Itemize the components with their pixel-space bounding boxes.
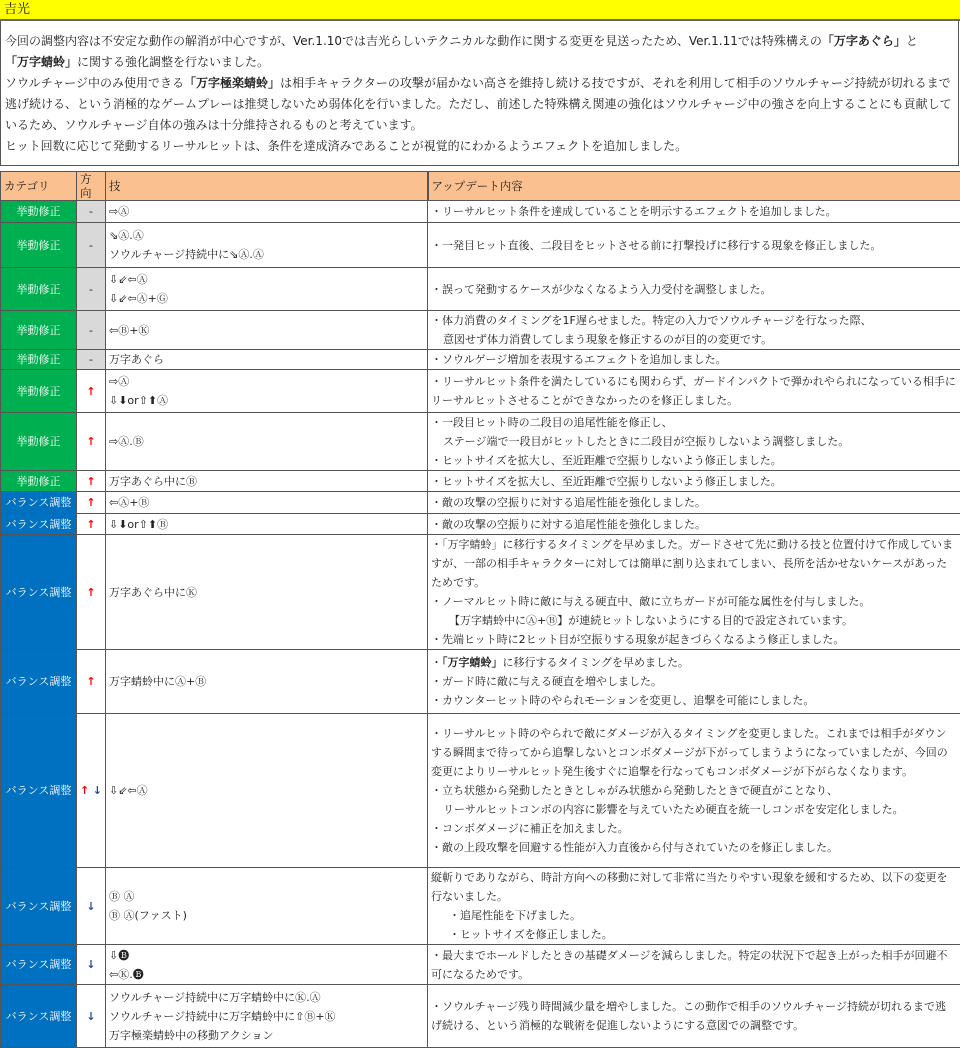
- move-name-manji-agura: 「万字あぐら」: [822, 34, 906, 48]
- move-cell: 万字あぐら中にⓀ: [106, 535, 428, 650]
- move-cell: ⇩⇙⇦Ⓐ ⇩⇙⇦Ⓐ+Ⓖ: [106, 268, 428, 311]
- category-cell: 挙動修正: [1, 201, 77, 223]
- intro-paragraph-3: ヒット回数に応じて発動するリーサルヒットは、条件を達成済みであることが視覚的にわかるようエフェクトを追加しました。: [5, 136, 955, 157]
- update-cell: ・敵の攻撃の空振りに対する追尾性能を強化しました。: [428, 514, 960, 535]
- up-arrow-icon: ↑: [86, 435, 95, 448]
- update-cell: ・一段目ヒット時の二段目の追尾性能を修正し、 ステージ端で一段目がヒットしたときに二段目が空振りしないよう調整しました。 ・ヒットサイズを拡大し、至近距離で空振りしないよう修正しました。: [428, 413, 960, 471]
- update-cell: 縦斬りでありながら、時計方向への移動に対して非常に当たりやすい現象を緩和するため、以下の変更を行ないました。 ・追尾性能を下げました。 ・ヒットサイズを修正しました。: [428, 868, 960, 945]
- update-cell: ・誤って発動するケースが少なくなるよう入力受付を調整しました。: [428, 268, 960, 311]
- down-arrow-icon: ↓: [86, 1010, 95, 1023]
- table-row: [1, 650, 960, 714]
- up-arrow-icon: ↑: [86, 385, 95, 398]
- table-row: [1, 413, 960, 471]
- move-cell: ソウルチャージ持続中に万字蜻蛉中にⓀ.Ⓐ ソウルチャージ持続中に万字蜻蛉中に⇧Ⓑ+Ⓚ 万字極楽蜻蛉中の移動アクション: [106, 985, 428, 1048]
- table-row: [1, 985, 960, 1048]
- character-title: 吉光: [0, 0, 960, 21]
- update-cell: ・一発目ヒット直後、二段目をヒットさせる前に打撃投げに移行する現象を修正しました。: [428, 223, 960, 268]
- category-cell: 挙動修正: [1, 413, 77, 471]
- table-row: [1, 201, 960, 223]
- direction-cell: [77, 370, 106, 413]
- intro-paragraph-2: ソウルチャージ中のみ使用できる「万字極楽蜻蛉」は相手キャラクターの攻撃が届かない高さを維持し続ける技ですが、それを利用して相手のソウルチャージ持続が切れるまで逃げ続ける、という消極的なゲームプレーは推奨しないため弱体化を行いました。ただし、前述した特殊構え関連の強化はソウルチャージ中の強さを向上することにも貢献しているため、ソウルチャージ自体の強みは十分維持されるものと考えています。: [5, 73, 955, 136]
- update-cell: ・敵の攻撃の空振りに対する追尾性能を強化しました。: [428, 492, 960, 514]
- category-cell: 挙動修正: [1, 471, 77, 492]
- category-cell: バランス調整: [1, 650, 77, 714]
- down-arrow-icon: ↓: [93, 784, 102, 797]
- move-cell: ⇩⇙⇦Ⓐ: [106, 714, 428, 868]
- move-cell: 万字蜻蛉中にⒶ+Ⓑ: [106, 650, 428, 714]
- table-row: [1, 268, 960, 311]
- table-row: [1, 350, 960, 370]
- move-cell: ⇨Ⓐ: [106, 201, 428, 223]
- category-cell: バランス調整: [1, 535, 77, 650]
- intro-text: [0, 21, 959, 166]
- update-cell: ・リーサルヒット条件を満たしているにも関わらず、ガードインパクトで弾かれやられになっている相手にリーサルヒットさせることができなかったのを修正しました。: [428, 370, 960, 413]
- table-header-row: [1, 172, 960, 201]
- move-name-manji-tonbo: 「万字蜻蛉」: [5, 55, 77, 69]
- table-row: [1, 492, 960, 514]
- update-table: [0, 171, 960, 1048]
- category-cell: バランス調整: [1, 945, 77, 985]
- up-arrow-icon: ↑: [86, 496, 95, 509]
- table-row: [1, 714, 960, 868]
- move-cell: 万字あぐら中にⒷ: [106, 471, 428, 492]
- table-row: [1, 945, 960, 985]
- table-row: [1, 370, 960, 413]
- direction-cell: [77, 945, 106, 985]
- move-cell: ⇘Ⓐ.Ⓐ ソウルチャージ持続中に⇘Ⓐ.Ⓐ: [106, 223, 428, 268]
- update-cell: ・ヒットサイズを拡大し、至近距離で空振りしないよう修正しました。: [428, 471, 960, 492]
- category-cell: バランス調整: [1, 714, 77, 868]
- move-cell: ⇩⬇or⇧⬆Ⓑ: [106, 514, 428, 535]
- move-cell: ⇩🅑 ⇦Ⓚ.🅑: [106, 945, 428, 985]
- direction-cell: [77, 868, 106, 945]
- move-cell: ⇦Ⓐ+Ⓑ: [106, 492, 428, 514]
- up-arrow-icon: ↑: [86, 518, 95, 531]
- header-move: 技: [106, 172, 428, 201]
- move-name-manji-gokuraku-tonbo: 「万字極楽蜻蛉」: [184, 76, 280, 90]
- down-arrow-icon: ↓: [86, 958, 95, 971]
- category-cell: バランス調整: [1, 514, 77, 535]
- direction-cell: [77, 413, 106, 471]
- update-cell: ・最大までホールドしたときの基礎ダメージを減らしました。特定の状況下で起き上がった相手が回避不可になるためです。: [428, 945, 960, 985]
- category-cell: バランス調整: [1, 985, 77, 1048]
- direction-cell: [77, 985, 106, 1048]
- update-cell: ・リーサルヒット時のやられで敵にダメージが入るタイミングを変更しました。これまでは相手がダウンする瞬間まで待ってから追撃しないとコンボダメージが下がってしまうようになっていましたが、今回の変更によりリーサルヒット発生後すぐに追撃を行なってもコンボダメージが下がらなくなります。 ・立ち状態から発動したときとしゃがみ状態から発動したときで硬直がことなり、 リーサルヒットコンボの内容に影響を与えていたため硬直を統一しコンボを安定化しました。 ・コンボダメージに補正を加えました。 ・敵の上段攻撃を回避する性能が入力直後から付与されていたのを修正しました。: [428, 714, 960, 868]
- direction-cell: -: [77, 223, 106, 268]
- up-arrow-icon: ↑: [86, 586, 95, 599]
- direction-cell: -: [77, 311, 106, 350]
- update-cell: ・「万字蜻蛉」に移行するタイミングを早めました。 ・ガード時に敵に与える硬直を増やしました。 ・カウンターヒット時のやられモーションを変更し、追撃を可能にしました。: [428, 650, 960, 714]
- update-cell: ・体力消費のタイミングを1F遅らせました。特定の入力でソウルチャージを行なった際、 意図せず体力消費してしまう現象を修正するのが目的の変更です。: [428, 311, 960, 350]
- header-update: アップデート内容: [428, 172, 960, 201]
- header-category: カテゴリ: [1, 172, 77, 201]
- table-row: [1, 868, 960, 945]
- direction-cell: -: [77, 350, 106, 370]
- category-cell: 挙動修正: [1, 223, 77, 268]
- up-arrow-icon: ↑: [86, 475, 95, 488]
- direction-cell: -: [77, 268, 106, 311]
- table-row: [1, 535, 960, 650]
- category-cell: バランス調整: [1, 492, 77, 514]
- up-arrow-icon: ↑: [86, 675, 95, 688]
- table-row: [1, 471, 960, 492]
- update-cell: ・ソウルゲージ増加を表現するエフェクトを追加しました。: [428, 350, 960, 370]
- direction-cell: [77, 471, 106, 492]
- up-arrow-icon: ↑: [80, 784, 89, 797]
- table-row: [1, 223, 960, 268]
- down-arrow-icon: ↓: [86, 900, 95, 913]
- category-cell: 挙動修正: [1, 311, 77, 350]
- update-cell: ・リーサルヒット条件を達成していることを明示するエフェクトを追加しました。: [428, 201, 960, 223]
- move-cell: ⇦Ⓑ+Ⓚ: [106, 311, 428, 350]
- move-cell: ⇨Ⓐ ⇩⬇or⇧⬆Ⓐ: [106, 370, 428, 413]
- move-cell: ⇨Ⓐ.Ⓑ: [106, 413, 428, 471]
- direction-cell: [77, 492, 106, 514]
- category-cell: バランス調整: [1, 868, 77, 945]
- direction-cell: -: [77, 201, 106, 223]
- move-cell: Ⓑ Ⓐ Ⓑ Ⓐ(ファスト): [106, 868, 428, 945]
- table-row: [1, 514, 960, 535]
- direction-cell: [77, 714, 106, 868]
- category-cell: 挙動修正: [1, 370, 77, 413]
- update-cell: ・ソウルチャージ残り時間減少量を増やしました。この動作で相手のソウルチャージ持続が切れるまで逃げ続ける、という消極的な戦術を促進しないようにする意図での調整です。: [428, 985, 960, 1048]
- category-cell: 挙動修正: [1, 268, 77, 311]
- table-row: [1, 311, 960, 350]
- category-cell: 挙動修正: [1, 350, 77, 370]
- header-direction: 方向: [77, 172, 106, 201]
- move-cell: 万字あぐら: [106, 350, 428, 370]
- update-cell: ・「万字蜻蛉」に移行するタイミングを早めました。ガードさせて先に動ける技と位置付けて作成していますが、一部の相手キャラクターに対しては簡単に割り込まれてしまい、長所を活かせないケースがあったためです。 ・ノーマルヒット時に敵に与える硬直中、敵に立ちガードが可能な属性を付与しました。 【万字蜻蛉中にⒶ+Ⓑ】が連続ヒットしないようにする目的で設定されています。 ・先端ヒット時に2ヒット目が空振りする現象が起きづらくなるよう修正しました。: [428, 535, 960, 650]
- direction-cell: [77, 650, 106, 714]
- intro-paragraph-1: 今回の調整内容は不安定な動作の解消が中心ですが、Ver.1.10では吉光らしいテクニカルな動作に関する変更を見送ったため、Ver.1.11では特殊構えの「万字あぐら」と 「万字蜻蛉」に関する強化調整を行ないました。: [5, 31, 955, 73]
- direction-cell: [77, 514, 106, 535]
- direction-cell: [77, 535, 106, 650]
